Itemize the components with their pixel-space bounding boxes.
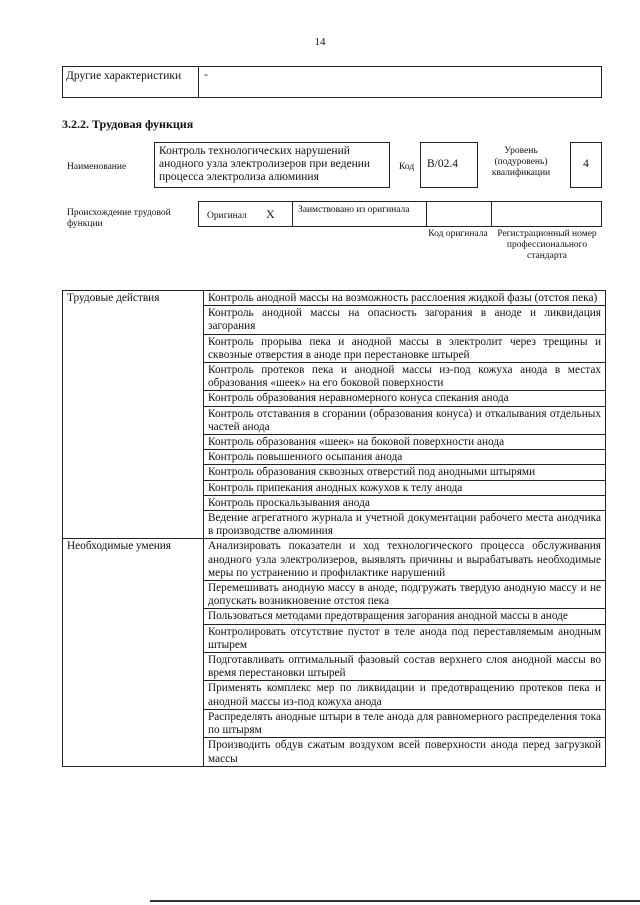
- bottom-edge-line: [150, 900, 640, 902]
- table-cell: Контроль образования «шеек» на боковой поверхности анода: [204, 435, 606, 450]
- labor-actions-label: Трудовые действия: [63, 291, 204, 539]
- table-cell: Контроль повышенного осыпания анода: [204, 450, 606, 465]
- column-divider: [198, 67, 199, 97]
- level-label: Уровень (подуровень) квалификации: [491, 146, 551, 178]
- function-details-table: [62, 290, 606, 767]
- origin-divider-2: [426, 202, 427, 226]
- other-characteristics-table: [62, 66, 602, 98]
- table-cell: Производить обдув сжатым воздухом всей поверхности анода перед загрузкой массы: [204, 738, 606, 766]
- table-row: [63, 539, 606, 581]
- level-value-box: 4: [570, 142, 602, 188]
- code-original-caption: Код оригинала: [428, 229, 488, 239]
- table-cell: Перемешивать анодную массу в аноде, подгружать твердую анодную массу и не допускать возникновение отстоя пека: [204, 581, 606, 609]
- function-name-box: Контроль технологических нарушений анодного узла электролизеров при ведении процесса электролиза алюминия: [154, 142, 390, 188]
- table-cell: Применять комплекс мер по ликвидации и предотвращению протеков пека и анодной массы из-под кожуха анода: [204, 681, 606, 709]
- table-cell: Контроль прорыва пека и анодной массы в электролит через трещины и сквозные отверстия в аноде при перестановке штырей: [204, 334, 606, 362]
- table-cell: Пользоваться методами предотвращения загорания анодной массы в аноде: [204, 609, 606, 624]
- origin-divider-1: [292, 202, 293, 226]
- code-label: Код: [399, 162, 415, 172]
- table-cell: Контроль образования сквозных отверстий под анодными штырями: [204, 465, 606, 480]
- table-cell: Контроль протеков пека и анодной массы из-под кожуха анода в местах образования «шеек» на его боковой поверхности: [204, 363, 606, 391]
- origin-label: Происхождение трудовой функции: [67, 208, 171, 229]
- code-value-box: B/02.4: [420, 142, 478, 188]
- original-label: Оригинал: [207, 211, 247, 221]
- table-cell: Контроль анодной массы на опасность загорания в аноде и ликвидация загорания: [204, 306, 606, 334]
- table-cell: Контроль припекания анодных кожухов к телу анода: [204, 480, 606, 495]
- other-characteristics-label: Другие характеристики: [66, 70, 182, 82]
- table-cell: Контроль образования неравномерного конуса спекания анода: [204, 391, 606, 406]
- table-row: [63, 291, 606, 306]
- required-skills-label: Необходимые умения: [63, 539, 204, 766]
- table-cell: Контролировать отсутствие пустот в теле анода под переставляемым анодным штырем: [204, 624, 606, 652]
- reg-number-caption: Регистрационный номер профессионального стандарта: [497, 229, 597, 261]
- name-label: Наименование: [67, 162, 127, 172]
- original-mark: X: [266, 207, 275, 221]
- table-cell: Ведение агрегатного журнала и учетной документации рабочего места анодчика в производстве алюминия: [204, 511, 606, 539]
- origin-table: [198, 201, 602, 227]
- table-cell: Анализировать показатели и ход технологического процесса обслуживания анодного узла электролизеров, выявлять причины и вырабатывать необходимые меры по устранению и профилактике нарушений: [204, 539, 606, 581]
- table-cell: Подготавливать оптимальный фазовый состав верхнего слоя анодной массы во время перестановки штырей: [204, 653, 606, 681]
- table-cell: Контроль проскальзывания анода: [204, 495, 606, 510]
- other-characteristics-value: -: [204, 69, 208, 81]
- origin-divider-3: [491, 202, 492, 226]
- table-cell: Контроль анодной массы на возможность расслоения жидкой фазы (отстоя пека): [204, 291, 606, 306]
- page-number: 14: [314, 36, 326, 48]
- table-cell: Контроль отставания в сгорании (образования конуса) и откалывания отдельных частей анода: [204, 406, 606, 434]
- borrowed-label: Заимствовано из оригинала: [298, 205, 410, 215]
- table-cell: Распределять анодные штыри в теле анода для равномерного распределения тока по штырям: [204, 709, 606, 737]
- section-heading: 3.2.2. Трудовая функция: [62, 117, 194, 131]
